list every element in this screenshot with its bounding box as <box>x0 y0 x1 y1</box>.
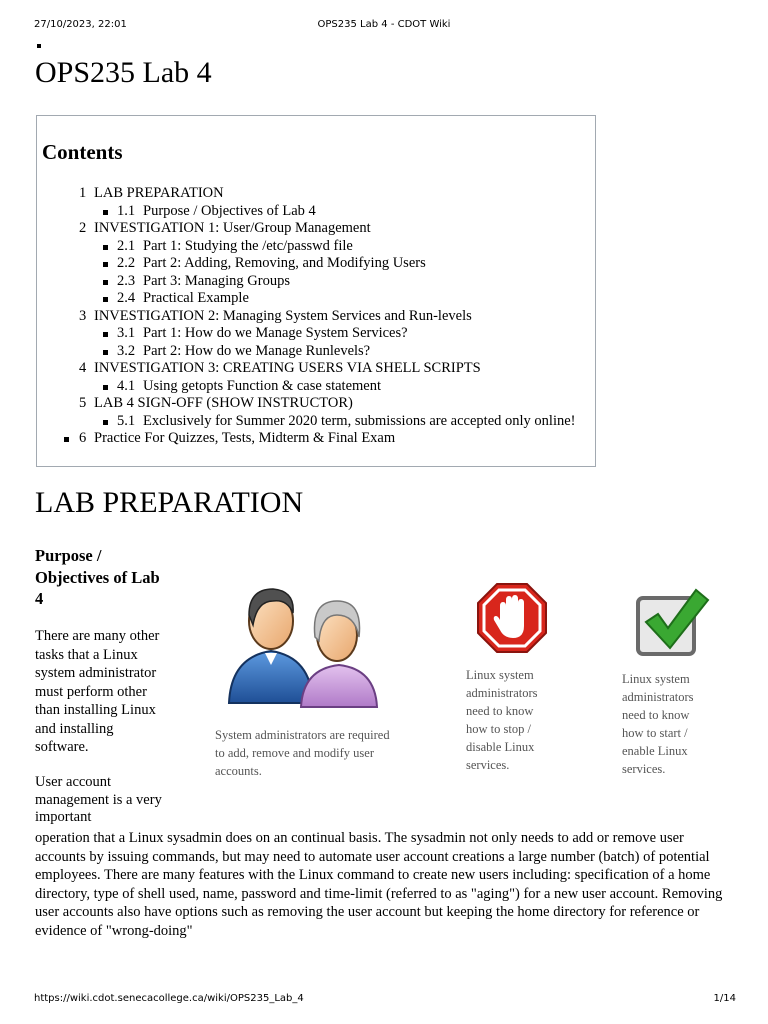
toc-item[interactable] <box>37 308 595 326</box>
square-bullet-icon <box>103 420 108 425</box>
toc-item-label[interactable]: Part 1: Studying the /etc/passwd file <box>143 237 353 254</box>
toc-item[interactable] <box>37 325 595 343</box>
toc-item[interactable] <box>37 255 595 273</box>
toc-item-label[interactable]: Part 1: How do we Manage System Services? <box>143 325 408 341</box>
toc-item-number: 1.1 <box>117 202 136 219</box>
toc-item-label[interactable]: Using getopts Function & case statement <box>143 377 382 394</box>
toc-item-number: 2 <box>79 220 87 236</box>
toc-item[interactable] <box>37 395 595 413</box>
square-bullet-icon <box>103 297 108 302</box>
toc-item-label[interactable]: Purpose / Objectives of Lab 4 <box>143 202 316 219</box>
table-of-contents <box>36 115 596 467</box>
square-bullet-icon <box>103 245 108 250</box>
page-title: OPS235 Lab 4 <box>35 56 212 89</box>
toc-item-label[interactable]: LAB PREPARATION <box>94 185 224 201</box>
toc-item-number: 3.2 <box>117 342 136 359</box>
toc-item-number: 2.2 <box>117 255 136 271</box>
toc-item-number: 4 <box>79 360 87 376</box>
stop-caption: Linux system administrators need to know how to stop / disable Linux services. <box>466 668 538 772</box>
toc-item-label[interactable]: Part 2: Adding, Removing, and Modifying Users <box>143 255 426 271</box>
toc-item-label[interactable]: Practice For Quizzes, Tests, Midterm & Final Exam <box>94 430 396 446</box>
print-page-title: OPS235 Lab 4 - CDOT Wiki <box>317 19 451 30</box>
users-caption: System administrators are required to add, remove and modify user accounts. <box>215 728 390 778</box>
stop-hand-icon <box>476 582 548 654</box>
toc-item-number: 6 <box>79 430 87 446</box>
toc-item-number: 1 <box>79 185 87 201</box>
toc-list <box>37 185 595 448</box>
toc-item[interactable] <box>37 220 595 238</box>
square-bullet-icon <box>103 210 108 215</box>
toc-item[interactable] <box>37 430 595 448</box>
user-account-paragraph: operation that a Linux sysadmin does on an continual basis. The sysadmin not only needs to add or remove user accounts by issuing commands, but may need to automate user account creations a large number (batch) of potential employees. There are many features with the Linux command to create new users including: specification of a home directory, type of shell used, name, password and time-limit (referred to as "aging") for a new user account. Removing user accounts also have options such as removing the user account but keeping the home directory for reference or evidence of "wrong-doing" <box>35 830 723 939</box>
toc-item[interactable] <box>37 273 595 291</box>
toc-item-number: 4.1 <box>117 377 136 394</box>
toc-item-label[interactable]: INVESTIGATION 3: CREATING USERS VIA SHELL SCRIPTS <box>94 360 481 376</box>
print-date: 27/10/2023, 22:01 <box>34 19 127 30</box>
toc-item-number: 2.4 <box>117 290 136 306</box>
toc-item[interactable] <box>37 290 595 308</box>
toc-title: Contents <box>42 140 123 164</box>
toc-item-label[interactable]: Part 2: How do we Manage Runlevels? <box>143 342 371 359</box>
print-footer-url: https://wiki.cdot.senecacollege.ca/wiki/OPS235_Lab_4 <box>34 993 304 1004</box>
checkmark-icon <box>632 584 712 664</box>
square-bullet-icon <box>103 332 108 337</box>
toc-item-label[interactable]: Practical Example <box>143 290 249 306</box>
subsection-heading: Purpose / Objectives of Lab 4 <box>35 546 160 608</box>
toc-item-label[interactable]: Part 3: Managing Groups <box>143 272 290 289</box>
toc-item-number: 3 <box>79 307 87 324</box>
square-bullet-icon <box>64 437 69 442</box>
intro-paragraph: There are many other tasks that a Linux system administrator must perform other than installing Linux and installing software. <box>35 628 160 755</box>
square-bullet-icon <box>103 280 108 285</box>
users-icon <box>227 585 387 715</box>
start-caption: Linux system administrators need to know how to start / enable Linux services. <box>622 672 694 776</box>
user-account-paragraph-start: User account management is a very important <box>35 774 162 825</box>
toc-item[interactable] <box>37 413 595 431</box>
print-page-number: 1/14 <box>713 993 736 1004</box>
toc-item-label[interactable]: INVESTIGATION 1: User/Group Management <box>94 220 371 236</box>
bullet-dot <box>37 44 41 48</box>
square-bullet-icon <box>103 262 108 267</box>
toc-item[interactable] <box>37 343 595 361</box>
toc-item[interactable] <box>37 185 595 203</box>
toc-item-label[interactable]: Exclusively for Summer 2020 term, submissions are accepted only online! <box>143 412 576 429</box>
section-heading: LAB PREPARATION <box>35 486 304 519</box>
toc-item[interactable] <box>37 378 595 396</box>
toc-item-label[interactable]: LAB 4 SIGN-OFF (SHOW INSTRUCTOR) <box>94 395 353 411</box>
toc-item[interactable] <box>37 238 595 256</box>
toc-item-number: 3.1 <box>117 325 136 341</box>
toc-item-number: 2.1 <box>117 237 136 254</box>
toc-item-number: 2.3 <box>117 272 136 289</box>
square-bullet-icon <box>103 385 108 390</box>
square-bullet-icon <box>103 350 108 355</box>
toc-item-label[interactable]: INVESTIGATION 2: Managing System Services and Run-levels <box>94 307 472 324</box>
toc-item-number: 5.1 <box>117 412 136 429</box>
toc-item[interactable] <box>37 360 595 378</box>
toc-item-number: 5 <box>79 395 87 411</box>
toc-item[interactable] <box>37 203 595 221</box>
